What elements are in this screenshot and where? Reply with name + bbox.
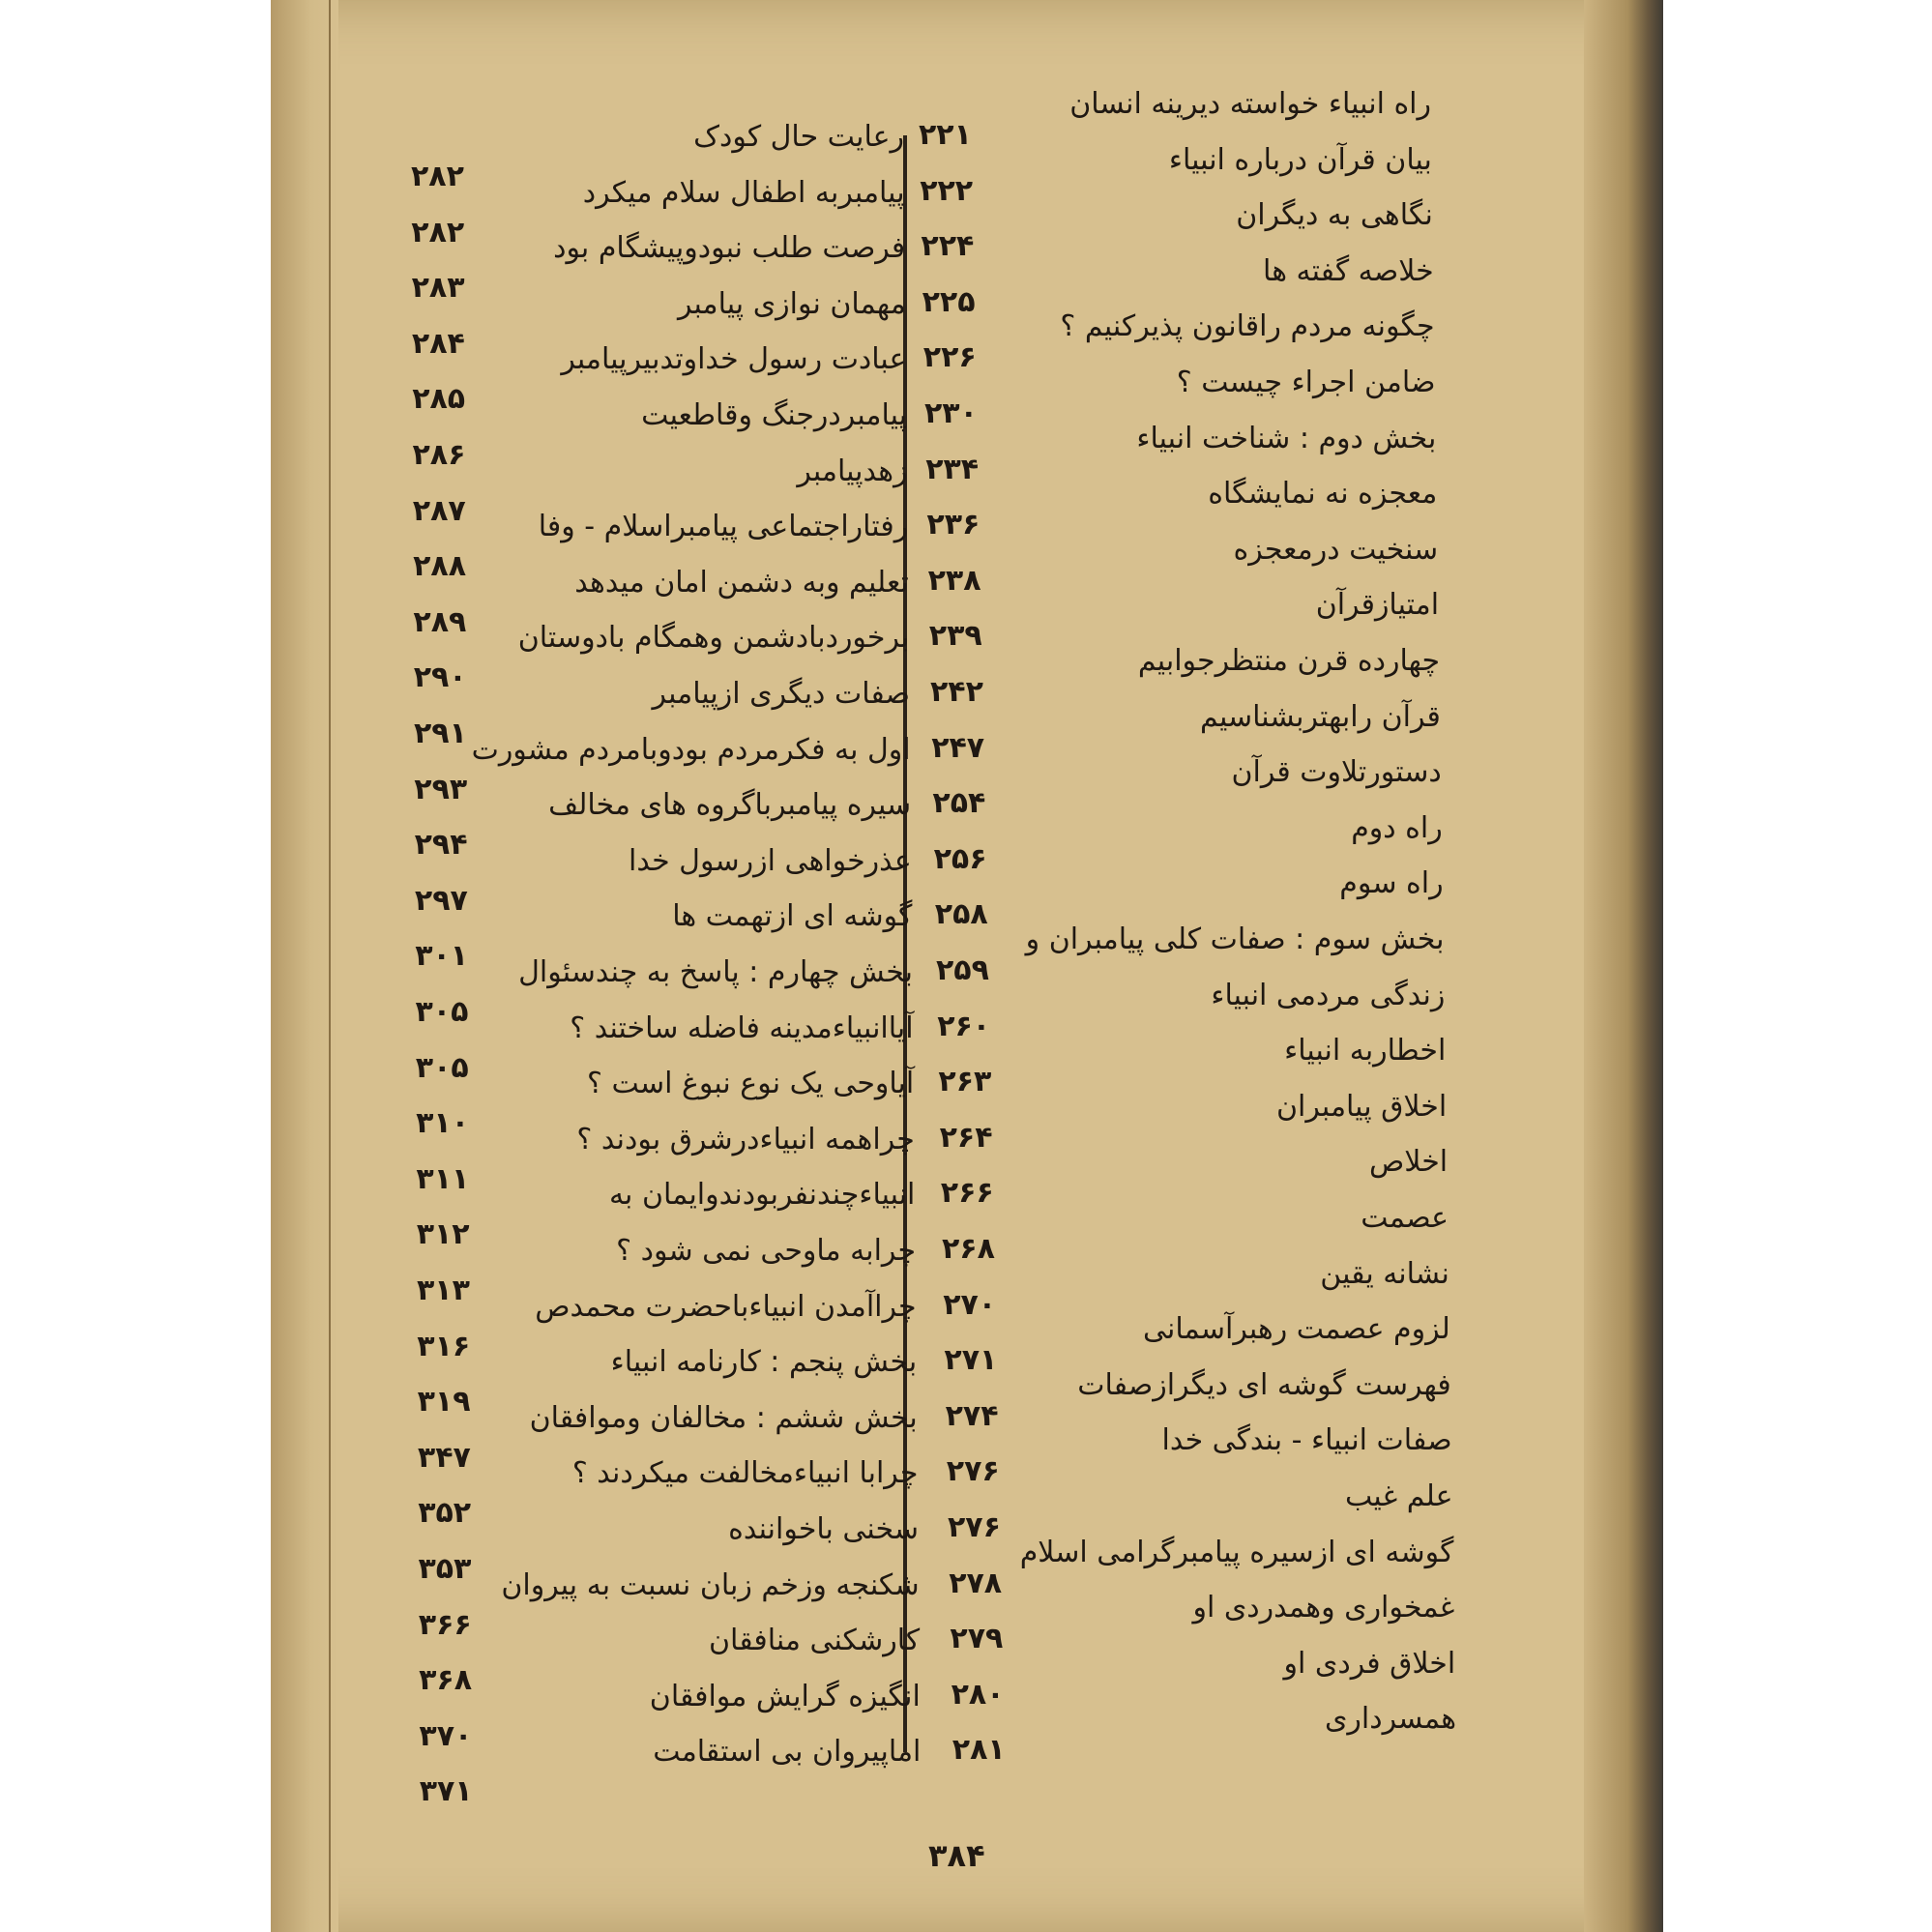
toc-page-number: ۲۸۲ xyxy=(411,215,465,249)
toc-page-number: ۳۴۷ xyxy=(417,1440,471,1475)
toc-page-number: ۲۶۸ xyxy=(942,1232,995,1266)
toc-entry: رفتاراجتماعی پیامبراسلام - وفا xyxy=(538,510,909,544)
toc-page-number: ۳۰۵ xyxy=(415,995,469,1029)
toc-entry: گوشه ای ازسیره پیامبرگرامی اسلام xyxy=(1019,1535,1454,1569)
toc-entry: راه انبیاء خواسته دیرینه انسان xyxy=(1069,87,1431,121)
toc-page-number: ۲۳۰ xyxy=(924,396,978,430)
toc-entry: چراهمه انبیاءدرشرق بودند ؟ xyxy=(576,1122,915,1156)
toc-page-number: ۲۲۱ xyxy=(919,118,972,152)
toc-page-number: ۲۸۵ xyxy=(412,382,466,417)
toc-entry: پیامبربه اطفال سلام میکرد xyxy=(582,175,905,210)
toc-page-number: ۲۷۶ xyxy=(946,1454,1000,1489)
toc-page-number: ۲۳۴ xyxy=(925,452,980,486)
toc-entry: سیره پیامبرباگروه های مخالف xyxy=(548,788,912,823)
toc-page-number: ۲۷۱ xyxy=(944,1343,998,1378)
toc-page-number: ۳۰۵ xyxy=(415,1050,469,1085)
toc-entry: غمخواری وهمدردی او xyxy=(1192,1591,1455,1625)
toc-page-number: ۲۳۸ xyxy=(927,563,981,598)
toc-page-number: ۲۳۶ xyxy=(926,508,981,542)
toc-entry: تعلیم وبه دشمن امان میدهد xyxy=(574,565,909,600)
toc-page-number: ۳۷۰ xyxy=(419,1718,473,1753)
toc-page-number: ۲۲۶ xyxy=(922,340,977,375)
toc-page-number: ۲۸۱ xyxy=(951,1733,1006,1768)
toc-entry: راه سوم xyxy=(1339,866,1444,901)
toc-page-number: ۲۵۶ xyxy=(933,841,987,876)
toc-entry: اخطاربه انبیاء xyxy=(1284,1034,1447,1068)
toc-page-number: ۲۸۷ xyxy=(412,493,466,528)
toc-entry: بخش دوم : شناخت انبیاء xyxy=(1136,421,1437,455)
toc-page-number: ۲۹۷ xyxy=(414,883,468,918)
toc-page-number: ۳۶۸ xyxy=(419,1663,473,1698)
toc-page-number: ۲۶۰ xyxy=(937,1009,991,1043)
toc-entry: فهرست گوشه ای دیگرازصفات xyxy=(1077,1367,1451,1402)
toc-page-number: ۲۹۳ xyxy=(414,772,468,806)
toc-page-number: ۲۸۸ xyxy=(413,549,467,584)
toc-page-number: ۲۶۶ xyxy=(940,1176,994,1211)
toc-page-number: ۲۹۴ xyxy=(414,828,468,863)
toc-entry: اخلاق فردی او xyxy=(1283,1646,1456,1681)
toc-entry: نگاهی به دیگران xyxy=(1236,198,1433,233)
toc-entry: سنخیت درمعجزه xyxy=(1233,532,1439,567)
toc-entry: شکنجه وزخم زبان نسبت به پیروان xyxy=(501,1567,920,1602)
toc-page-number: ۲۸۶ xyxy=(412,438,466,472)
toc-page-number: ۳۱۹ xyxy=(417,1385,471,1420)
toc-page-number: ۲۵۹ xyxy=(936,953,989,987)
toc-entry: بیان قرآن درباره انبیاء xyxy=(1168,142,1432,177)
toc-page-number: ۲۲۲ xyxy=(920,173,974,208)
toc-entry: آیاانبیاءمدینه فاضله ساختند ؟ xyxy=(570,1010,914,1045)
toc-entry: کارشکنی منافقان xyxy=(709,1624,921,1658)
toc-page-number: ۲۷۹ xyxy=(950,1622,1004,1656)
toc-page-number: ۲۳۹ xyxy=(928,619,982,654)
toc-entry: چراآمدن انبیاءباحضرت محمدص xyxy=(535,1289,917,1324)
toc-entry: معجزه نه نمایشگاه xyxy=(1208,477,1438,512)
toc-entry: دستورتلاوت قرآن xyxy=(1231,755,1442,790)
toc-entry: انگیزه گرایش موافقان xyxy=(649,1679,921,1713)
toc-entry: علم غیب xyxy=(1344,1479,1453,1513)
toc-entry: چرابا انبیاءمخالفت میکردند ؟ xyxy=(571,1456,919,1491)
toc-entry: عصمت xyxy=(1361,1201,1449,1235)
toc-entry: سخنی باخواننده xyxy=(728,1512,919,1546)
binding-line xyxy=(329,0,331,1932)
toc-page-number: ۳۱۱ xyxy=(416,1161,470,1196)
toc-page-number: ۲۸۳ xyxy=(411,271,465,306)
toc-page-number: ۲۸۴ xyxy=(411,326,465,361)
toc-entry: فرصت طلب نبودوپیشگام بود xyxy=(553,231,906,266)
toc-entry: مهمان نوازی پیامبر xyxy=(677,286,906,321)
toc-entry: خلاصه گفته ها xyxy=(1263,253,1434,288)
toc-entry: همسرداری xyxy=(1324,1702,1457,1737)
toc-page-number: ۳۵۳ xyxy=(418,1552,472,1586)
toc-page-number: ۲۹۱ xyxy=(414,717,467,750)
toc-page-number: ۳۱۳ xyxy=(417,1273,470,1307)
toc-entry: صفات دیگری ازپیامبر xyxy=(652,677,910,711)
toc-entry: عبادت رسول خداوتدبیرپیامبر xyxy=(561,342,907,377)
toc-page-number: ۳۵۲ xyxy=(418,1496,472,1531)
toc-entry: اخلاق پیامبران xyxy=(1276,1089,1448,1124)
toc-entry: اول به فکرمردم بودوبامردم مشورت xyxy=(471,732,911,767)
toc-page-number: ۲۸۲ xyxy=(411,160,464,193)
toc-entry: لزوم عصمت رهبرآسمانی xyxy=(1143,1312,1450,1347)
toc-entry: رعایت حال کودک xyxy=(693,120,904,154)
page-number: ۳۸۴ xyxy=(928,1837,985,1874)
toc-page-number: ۲۵۸ xyxy=(934,897,988,932)
toc-page-number: ۳۱۰ xyxy=(416,1106,470,1141)
toc-page-number: ۳۷۱ xyxy=(419,1774,473,1809)
toc-entry: بخش ششم : مخالفان وموافقان xyxy=(529,1400,918,1435)
toc-entry: انبیاءچندنفربودندوایمان به xyxy=(608,1178,916,1213)
toc-entry: برخوردبادشمن وهمگام بادوستان xyxy=(517,621,910,656)
toc-entry: زهدپیامبر xyxy=(797,454,908,488)
toc-entry: چرابه ماوحی نمی شود ؟ xyxy=(616,1234,916,1268)
toc-entry: ضامن اجراء چیست ؟ xyxy=(1176,366,1436,399)
toc-page-number: ۲۲۴ xyxy=(921,229,975,264)
toc-entry: قرآن رابهتربشناسیم xyxy=(1200,699,1441,734)
toc-page-number: ۲۷۴ xyxy=(945,1398,999,1433)
toc-entry: صفات انبیاء - بندگی خدا xyxy=(1161,1423,1452,1458)
toc-entry: پیامبردرجنگ وقاطعیت xyxy=(641,398,907,432)
toc-page-number: ۲۸۹ xyxy=(413,604,467,639)
toc-page-number: ۲۷۸ xyxy=(949,1566,1003,1600)
toc-page-number: ۲۴۷ xyxy=(931,730,985,765)
toc-page-number: ۲۹۰ xyxy=(413,660,467,695)
toc-entry: چگونه مردم راقانون پذیرکنیم ؟ xyxy=(1060,309,1435,344)
toc-entry: نشانه یقین xyxy=(1320,1256,1449,1291)
toc-page-number: ۳۶۶ xyxy=(418,1607,472,1642)
toc-page-number: ۲۵۴ xyxy=(932,786,986,821)
toc-page-number: ۳۱۲ xyxy=(416,1217,470,1252)
toc-entry: زندگی مردمی انبیاء xyxy=(1211,978,1446,1012)
toc-entry: بخش سوم : صفات کلی پیامبران و xyxy=(1025,922,1445,956)
toc-entry: بخش چهارم : پاسخ به چندسئوال xyxy=(518,955,913,989)
toc-entry: عذرخواهی ازرسول خدا xyxy=(629,843,912,878)
toc-entry: اخلاص xyxy=(1369,1145,1449,1180)
toc-page-number: ۲۶۴ xyxy=(939,1120,993,1155)
page-edge xyxy=(1584,0,1663,1932)
toc-entry: امتیازقرآن xyxy=(1315,588,1440,623)
toc-entry: آیاوحی یک نوع نبوغ است ؟ xyxy=(587,1067,915,1101)
toc-entry: اماپیروان بی استقامت xyxy=(653,1735,922,1770)
toc-page-number: ۲۲۵ xyxy=(922,284,976,319)
toc-page-number: ۳۱۶ xyxy=(417,1329,471,1363)
toc-page-number: ۲۴۲ xyxy=(930,675,983,709)
toc-entry: چهارده قرن منتظرجوابیم xyxy=(1137,644,1440,678)
toc-entry: بخش پنجم : کارنامه انبیاء xyxy=(610,1345,918,1380)
toc-page-number: ۲۷۰ xyxy=(943,1287,997,1322)
toc-page-number: ۲۷۶ xyxy=(948,1510,1001,1544)
toc-entry: راه دوم xyxy=(1351,810,1443,845)
toc-page-number: ۲۶۳ xyxy=(938,1065,992,1099)
toc-page-number: ۲۸۰ xyxy=(951,1677,1005,1712)
toc-page-number: ۳۰۱ xyxy=(415,939,469,974)
toc-entry: گوشه ای ازتهمت ها xyxy=(672,899,913,934)
